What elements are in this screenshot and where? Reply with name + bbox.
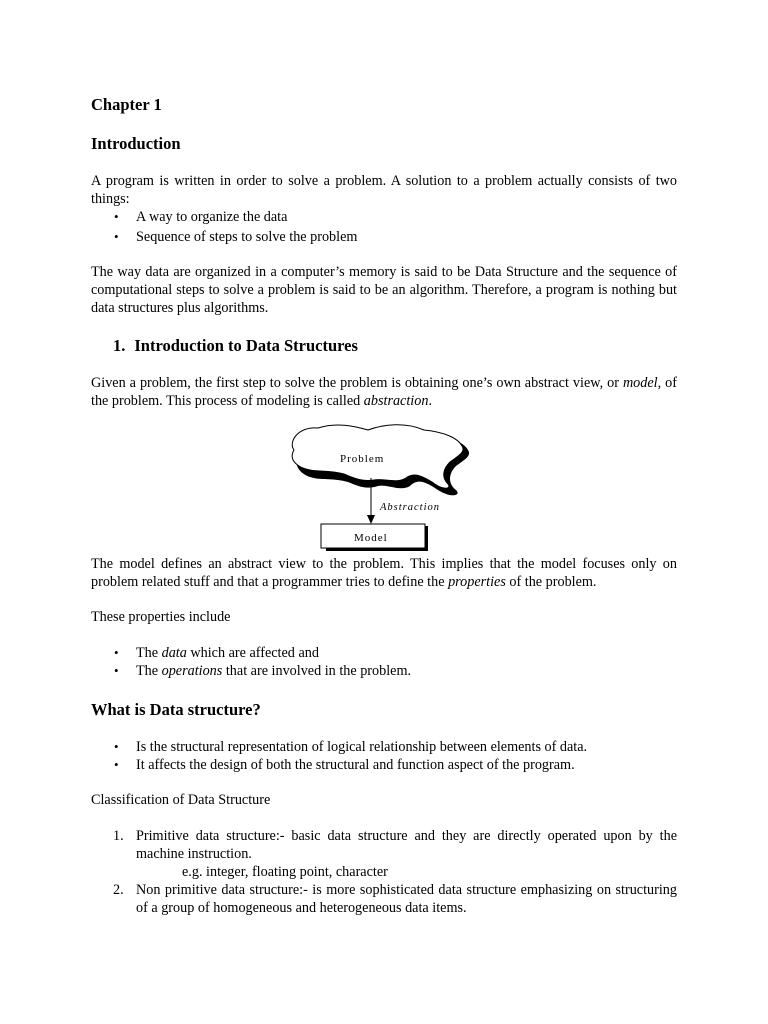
properties-intro: These properties include <box>91 609 231 625</box>
abstraction-arrow-head <box>367 515 375 524</box>
problem-label: Problem <box>340 453 385 465</box>
bullet-glyph: • <box>114 757 119 772</box>
model-paragraph: The model defines an abstract view to the problem. This implies that the model focuses only on problem related stuff and that a programmer tries to define the properties of the problem. <box>91 556 677 590</box>
bullet-glyph: • <box>114 645 119 660</box>
model-label: Model <box>354 532 388 544</box>
abstraction-diagram <box>288 420 478 555</box>
bullet-glyph: • <box>114 229 119 244</box>
list-item: • A way to organize the data <box>114 209 288 225</box>
list-item: • Sequence of steps to solve the problem <box>114 229 358 245</box>
list-item: 1. Primitive data structure:- basic data structure and they are directly operated upon by the machine instruction. e.g. integer, floating point, character <box>113 828 677 880</box>
abstraction-paragraph: Given a problem, the first step to solve the problem is obtaining one’s own abstract view, or model, of the problem. This process of modeling is called abstraction. <box>91 375 677 409</box>
intro-bullet-list <box>114 208 676 246</box>
abstraction-term: abstraction <box>363 393 429 409</box>
abstraction-label: Abstraction <box>380 502 440 513</box>
classification-list <box>113 827 677 917</box>
data-structure-paragraph: The way data are organized in a computer’s memory is said to be Data Structure and the sequence of computational steps to solve a problem is said to be an algorithm. Therefore, a program is nothing but data structures plus algorithms. <box>91 264 677 316</box>
list-item: • Is the structural representation of logical relationship between elements of data. <box>114 739 588 755</box>
list-item: • The data which are affected and <box>114 645 319 661</box>
abstraction-diagram-graphic <box>288 420 478 555</box>
item-number: 2. <box>113 882 124 898</box>
section-number: 1. <box>113 336 126 355</box>
example-line: e.g. integer, floating point, character <box>182 864 388 880</box>
what-is-heading: What is Data structure? <box>91 700 261 719</box>
bullet-glyph: • <box>114 663 119 678</box>
what-is-list <box>114 738 676 774</box>
list-item: • It affects the design of both the structural and function aspect of the program. <box>114 757 575 773</box>
chapter-label: Chapter 1 <box>91 95 162 114</box>
item-number: 1. <box>113 828 124 844</box>
bullet-glyph: • <box>114 739 119 754</box>
section-title: Introduction to Data Structures <box>134 336 358 355</box>
model-term: model <box>622 375 658 391</box>
intro-paragraph: A program is written in order to solve a problem. A solution to a problem actually consists of two things: <box>91 173 677 207</box>
section-1-heading <box>113 336 358 356</box>
bullet-glyph: • <box>114 209 119 224</box>
classification-title: Classification of Data Structure <box>91 792 271 808</box>
list-item: • The operations that are involved in the problem. <box>114 663 412 679</box>
chapter-title: Introduction <box>91 134 181 153</box>
properties-list <box>114 644 676 680</box>
properties-term: properties <box>448 574 506 590</box>
list-item: 2. Non primitive data structure:- is more sophisticated data structure emphasizing on structuring of a group of homogeneous and heterogeneous data items. <box>113 882 677 916</box>
